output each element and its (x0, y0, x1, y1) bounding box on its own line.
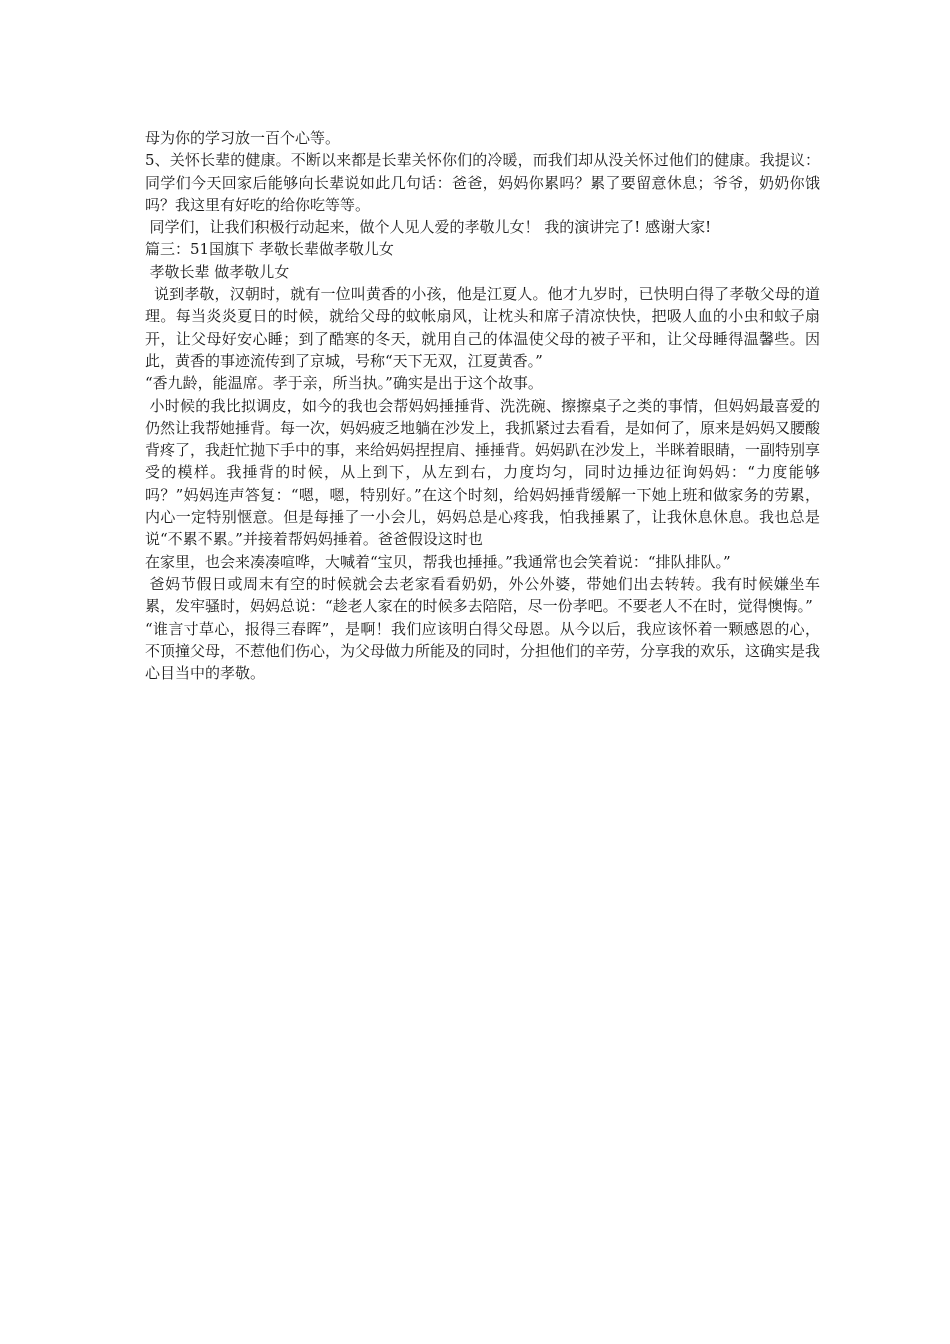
paragraph-7: 在家里，也会来凑凑喧哗，大喊着“宝贝，帮我也捶捶。”我通常也会笑着说：“排队排队。” (145, 552, 731, 571)
paragraph-1: 母为你的学习放一百个心等。 (145, 129, 341, 147)
section-subtitle: 孝敬长辈 做孝敬儿女 (149, 262, 290, 281)
paragraph-6: 小时候的我比拟调皮，如今的我也会帮妈妈捶捶背、洗洗碗、擦擦桌子之类的事情，但妈妈最喜爱的仍然让我帮她捶背。每一次，妈妈疲乏地躺在沙发上，我抓紧过去看看，是如何了，原来是妈妈又腰酸背疼了，我赶忙抛下手中的事，来给妈妈捏捏肩、捶捶背。妈妈趴在沙发上，半眯着眼睛，一副特别享受的模样。我捶背的时候，从上到下，从左到右，力度均匀，同时边捶边征询妈妈：“力度能够吗？”妈妈连声答复：“嗯，嗯，特别好。”在这个时刻，给妈妈捶背缓解一下她上班和做家务的劳累，内心一定特别惬意。但是每捶了一小会儿，妈妈总是心疼我，怕我捶累了，让我休息休息。我也总是说“不累不累。”并接着帮妈妈捶着。爸爸假设这时也 (145, 396, 821, 549)
paragraph-9: “谁言寸草心，报得三春晖”，是啊！我们应该明白得父母恩。从今以后，我应该怀着一颗感恩的心，不顶撞父母，不惹他们伤心，为父母做力所能及的同时，分担他们的辛劳，分享我的欢乐，这确实是我心目当中的孝敬。 (145, 619, 821, 683)
paragraph-5: “香九龄，能温席。孝于亲，所当执。”确实是出于这个故事。 (145, 374, 543, 393)
paragraph-4: 说到孝敬，汉朝时，就有一位叫黄香的小孩，他是江夏人。他才九岁时，已快明白得了孝敬父母的道理。每当炎炎夏日的时候，就给父母的蚊帐扇风，让枕头和席子清凉快快，把吸人血的小虫和蚊子扇开，让父母好安心睡；到了酷寒的冬天，就用自己的体温使父母的被子平和，让父母睡得温馨些。因此，黄香的事迹流传到了京城，号称“天下无双，江夏黄香。” (145, 285, 820, 370)
section-heading: 篇三：51国旗下 孝敬长辈做孝敬儿女 (145, 240, 394, 259)
paragraph-8: 爸妈节假日或周末有空的时候就会去老家看看奶奶，外公外婆，带她们出去转转。我有时候嫌坐车累，发牢骚时，妈妈总说：“趁老人家在的时候多去陪陪，尽一份孝吧。不要老人不在时，觉得懊悔。” (145, 574, 820, 616)
document-page (145, 127, 820, 684)
paragraph-3: 同学们，让我们积极行动起来，做个人见人爱的孝敬儿女！ 我的演讲完了! 感谢大家! (149, 218, 712, 237)
paragraph-2: 5、关怀长辈的健康。不断以来都是长辈关怀你们的冷暖，而我们却从没关怀过他们的健康。我提议：同学们今天回家后能够向长辈说如此几句话：爸爸，妈妈你累吗？累了要留意休息；爷爷，奶奶你饿吗？我这里有好吃的给你吃等等。 (145, 151, 820, 214)
